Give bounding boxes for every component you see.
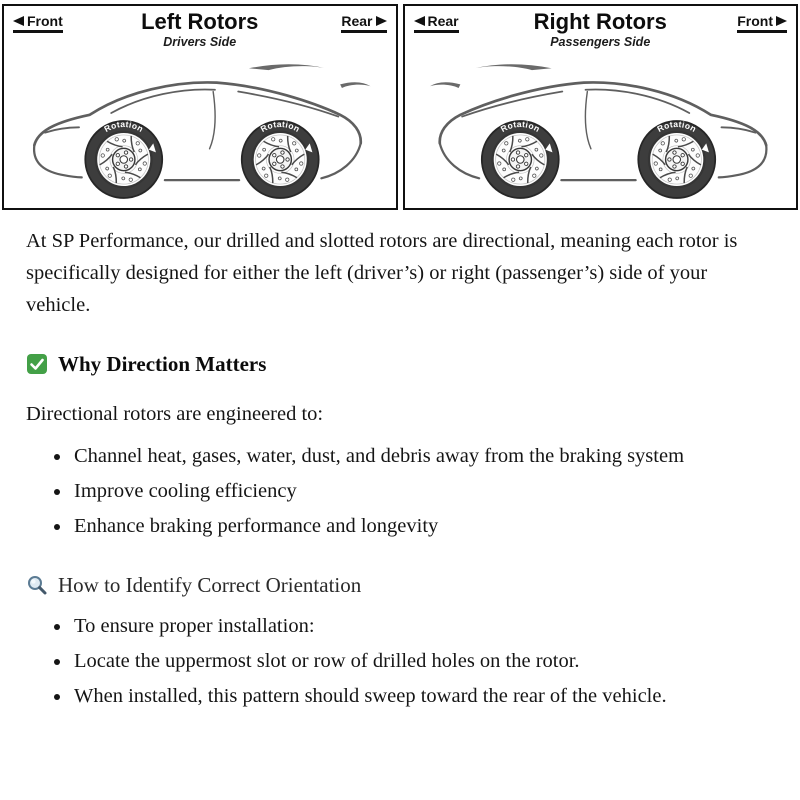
article-content [0, 210, 800, 737]
panel-subtitle: Passengers Side [550, 35, 651, 50]
front-direction-label [13, 13, 63, 33]
intro-paragraph: At SP Performance, our drilled and slotted rotors are directional, meaning each rotor is specifically designed for either the left (driver’s) or right (passenger’s) side of your vehicle. [26, 230, 738, 316]
section-heading-text: How to Identify Correct Orientation [58, 572, 362, 597]
left-panel-header [4, 6, 396, 54]
panel-subtitle: Drivers Side [163, 35, 237, 50]
list-item: • To ensure proper installation: [72, 611, 774, 643]
rotation-label: Rotation [654, 118, 698, 135]
check-icon [26, 353, 48, 375]
section-heading-why-direction-matters [26, 348, 774, 381]
right-rotors-panel [403, 4, 799, 210]
rotation-label: Rotation [102, 118, 146, 135]
rotation-label: Rotation [498, 118, 542, 135]
arrow-left-icon [13, 16, 24, 26]
direction-label: Rear [341, 13, 373, 29]
front-direction-label [737, 13, 787, 33]
list-item: • Enhance braking performance and longevity [72, 511, 774, 543]
direction-label: Front [737, 13, 773, 29]
list-item: • When installed, this pattern should sweep toward the rear of the vehicle. [72, 681, 774, 713]
list-item: • Channel heat, gases, water, dust, and debris away from the braking system [72, 441, 774, 473]
magnifying-glass-icon [26, 574, 48, 596]
left-rotors-panel [2, 4, 398, 210]
rear-direction-label [414, 13, 459, 33]
direction-label: Front [27, 13, 63, 29]
panel-title: Right Rotors [533, 9, 667, 34]
direction-label: Rear [427, 13, 459, 29]
section2-bullet-list [26, 611, 774, 713]
right-car-illustration [405, 54, 797, 206]
rotation-label: Rotation [258, 118, 302, 135]
rear-direction-label [341, 13, 386, 33]
right-panel-header [405, 6, 797, 54]
arrow-right-icon [776, 16, 787, 26]
list-item: • Locate the uppermost slot or row of drilled holes on the rotor. [72, 646, 774, 678]
left-car-illustration [4, 54, 396, 206]
panel-title: Left Rotors [141, 9, 259, 34]
section-heading-text: Why Direction Matters [58, 351, 267, 376]
section1-lead: Directional rotors are engineered to: [26, 402, 324, 425]
arrow-right-icon [376, 16, 387, 26]
rotor-direction-diagram [0, 0, 800, 210]
section-heading-identify-orientation [26, 569, 774, 602]
list-item: • Improve cooling efficiency [72, 476, 774, 508]
section1-bullet-list [26, 441, 774, 543]
arrow-left-icon [414, 16, 425, 26]
